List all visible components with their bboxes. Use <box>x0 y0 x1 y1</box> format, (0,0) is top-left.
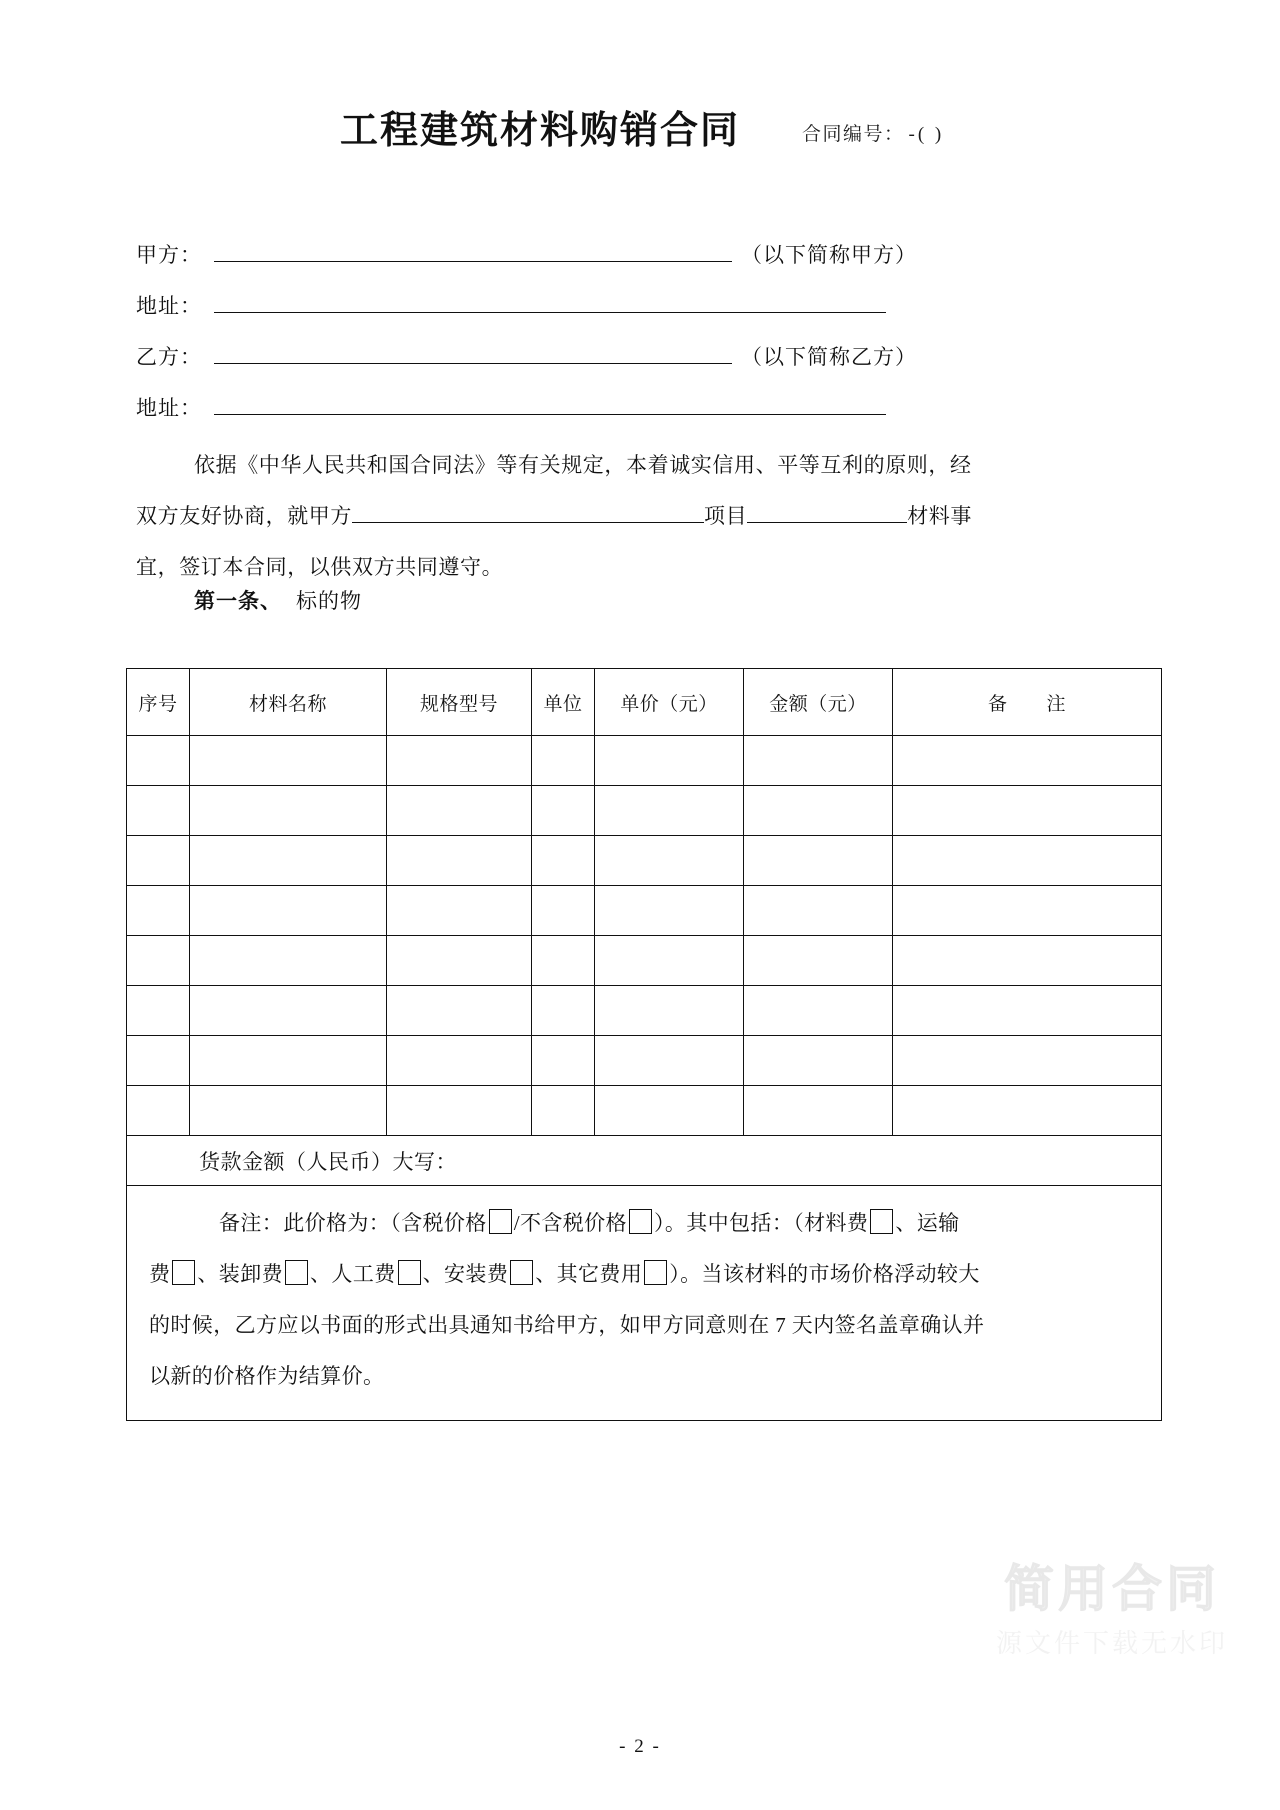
cell-spec[interactable] <box>387 736 532 786</box>
header-material: 材料名称 <box>190 669 387 736</box>
party-row-party-b <box>136 340 1146 391</box>
cell-seq[interactable] <box>127 1086 190 1136</box>
cell-seq[interactable] <box>127 986 190 1036</box>
material-name-input[interactable] <box>747 500 907 523</box>
header-seq: 序号 <box>127 669 190 736</box>
table-row[interactable] <box>127 1036 1162 1086</box>
price-notes-line-2 <box>149 1249 1139 1300</box>
cell-amount[interactable] <box>744 936 893 986</box>
party-b-suffix: （以下简称乙方） <box>741 345 917 370</box>
notes-mid1: /不含税价格 <box>513 1211 627 1235</box>
notes-line2-f: ）。当该材料的市场价格浮动较大 <box>669 1262 980 1286</box>
goods-table <box>126 668 1162 1421</box>
cell-spec[interactable] <box>387 836 532 886</box>
cell-spec[interactable] <box>387 1086 532 1136</box>
header-unitprice: 单价（元） <box>595 669 744 736</box>
cell-remark[interactable] <box>893 786 1162 836</box>
goods-table-body <box>127 736 1162 1421</box>
notes-line2-d: 、安装费 <box>422 1262 509 1286</box>
price-notes-line-1 <box>149 1198 1139 1249</box>
party-a-input[interactable] <box>214 238 732 262</box>
cell-amount[interactable] <box>744 836 893 886</box>
cell-amount[interactable] <box>744 886 893 936</box>
notes-line2-e: 、其它费用 <box>535 1262 643 1286</box>
watermark-sub-text: 源文件下载无水印 <box>995 1629 1228 1659</box>
cell-material[interactable] <box>190 1036 387 1086</box>
contract-number-value: -( ) <box>908 123 945 145</box>
preamble-line-3: 宜，签订本合同，以供双方共同遵守。 <box>136 555 504 579</box>
price-notes-row <box>127 1186 1162 1421</box>
cell-spec[interactable] <box>387 936 532 986</box>
notes-prefix: 备注：此价格为：（含税价格 <box>219 1211 487 1235</box>
cell-amount[interactable] <box>744 1086 893 1136</box>
cell-unitprice[interactable] <box>595 786 744 836</box>
total-amount-row[interactable] <box>127 1136 1162 1186</box>
party-a-label: 甲方： <box>136 243 202 268</box>
preamble-line-2-text-b: 项目 <box>704 504 748 528</box>
checkbox-transport-fee[interactable] <box>172 1260 195 1285</box>
cell-seq[interactable] <box>127 1036 190 1086</box>
cell-unit[interactable] <box>532 886 595 936</box>
cell-remark[interactable] <box>893 1036 1162 1086</box>
table-row[interactable] <box>127 736 1162 786</box>
price-notes-cell <box>127 1186 1162 1421</box>
cell-seq[interactable] <box>127 886 190 936</box>
notes-line2-c: 、人工费 <box>310 1262 396 1286</box>
cell-unitprice[interactable] <box>595 1086 744 1136</box>
cell-unitprice[interactable] <box>595 1036 744 1086</box>
party-row-address-a <box>136 289 1146 340</box>
preamble-line-2-text-c: 材料事 <box>907 504 973 528</box>
address-b-label: 地址： <box>136 396 202 421</box>
address-a-input[interactable] <box>214 289 886 313</box>
table-row[interactable] <box>127 1086 1162 1136</box>
watermark-main-text: 简用合同 <box>1003 1559 1220 1618</box>
cell-unitprice[interactable] <box>595 836 744 886</box>
party-row-party-a <box>136 238 1146 289</box>
cell-amount[interactable] <box>744 736 893 786</box>
page-title: 工程建筑材料购销合同 <box>340 107 741 152</box>
checkbox-other-fee[interactable] <box>644 1260 667 1285</box>
cell-unitprice[interactable] <box>595 936 744 986</box>
address-b-input[interactable] <box>214 391 886 415</box>
total-amount-label[interactable]: 货款金额（人民币）大写： <box>127 1136 1162 1186</box>
header-amount: 金额（元） <box>744 669 893 736</box>
goods-table-head <box>127 669 1162 736</box>
party-a-suffix: （以下简称甲方） <box>741 243 917 268</box>
cell-seq[interactable] <box>127 836 190 886</box>
project-name-input[interactable] <box>352 500 704 523</box>
cell-unit[interactable] <box>532 1086 595 1136</box>
cell-amount[interactable] <box>744 786 893 836</box>
table-row[interactable] <box>127 786 1162 836</box>
notes-line2-b: 、装卸费 <box>197 1262 284 1286</box>
checkbox-tax-excluded[interactable] <box>629 1209 652 1234</box>
cell-material[interactable] <box>190 936 387 986</box>
checkbox-tax-included[interactable] <box>489 1209 512 1234</box>
cell-seq[interactable] <box>127 736 190 786</box>
cell-material[interactable] <box>190 1086 387 1136</box>
cell-unit[interactable] <box>532 736 595 786</box>
cell-spec[interactable] <box>387 1036 532 1086</box>
cell-unit[interactable] <box>532 786 595 836</box>
cell-remark[interactable] <box>893 736 1162 786</box>
clause-1-number: 第一条、 <box>194 588 282 613</box>
cell-amount[interactable] <box>744 1036 893 1086</box>
header-unit: 单位 <box>532 669 595 736</box>
clause-1-title: 标的物 <box>296 589 362 613</box>
cell-unit[interactable] <box>532 986 595 1036</box>
checkbox-loading-fee[interactable] <box>285 1260 308 1285</box>
party-b-input[interactable] <box>214 340 732 364</box>
cell-spec[interactable] <box>387 786 532 836</box>
cell-material[interactable] <box>190 986 387 1036</box>
table-row[interactable] <box>127 886 1162 936</box>
cell-remark[interactable] <box>893 986 1162 1036</box>
preamble-line-1: 依据《中华人民共和国合同法》等有关规定，本着诚实信用、平等互利的原则，经 <box>194 453 972 477</box>
cell-material[interactable] <box>190 736 387 786</box>
cell-material[interactable] <box>190 886 387 936</box>
cell-material[interactable] <box>190 836 387 886</box>
checkbox-installation-fee[interactable] <box>510 1260 533 1285</box>
party-block <box>136 238 1146 442</box>
cell-spec[interactable] <box>387 986 532 1036</box>
preamble-paragraph <box>136 440 1148 593</box>
table-header-row <box>127 669 1162 736</box>
cell-remark[interactable] <box>893 936 1162 986</box>
watermark <box>995 1559 1228 1661</box>
cell-unitprice[interactable] <box>595 886 744 936</box>
party-b-label: 乙方： <box>136 345 202 370</box>
cell-unit[interactable] <box>532 936 595 986</box>
cell-unitprice[interactable] <box>595 736 744 786</box>
price-notes-line-4: 以新的价格作为结算价。 <box>149 1364 385 1388</box>
cell-remark[interactable] <box>893 886 1162 936</box>
contract-number <box>802 119 944 146</box>
cell-seq[interactable] <box>127 936 190 986</box>
preamble-line-2 <box>136 491 1148 542</box>
cell-amount[interactable] <box>744 986 893 1036</box>
cell-remark[interactable] <box>893 1086 1162 1136</box>
price-notes-line-3: 的时候，乙方应以书面的形式出具通知书给甲方，如甲方同意则在 7 天内签名盖章确认并 <box>149 1313 985 1337</box>
notes-mid3: 、运输 <box>895 1211 960 1235</box>
table-row[interactable] <box>127 986 1162 1036</box>
contract-number-label: 合同编号： <box>802 123 905 145</box>
address-a-label: 地址： <box>136 294 202 319</box>
page-number: - 2 - <box>619 1736 661 1757</box>
header-spec: 规格型号 <box>387 669 532 736</box>
clause-1-heading <box>194 585 362 615</box>
header-remark: 备 注 <box>893 669 1162 736</box>
cell-material[interactable] <box>190 786 387 836</box>
table-row[interactable] <box>127 936 1162 986</box>
notes-line2-a: 费 <box>149 1262 171 1286</box>
cell-remark[interactable] <box>893 836 1162 886</box>
cell-spec[interactable] <box>387 886 532 936</box>
preamble-line-2-text-a: 双方友好协商，就甲方 <box>136 504 352 528</box>
cell-unit[interactable] <box>532 1036 595 1086</box>
cell-unitprice[interactable] <box>595 986 744 1036</box>
cell-unit[interactable] <box>532 836 595 886</box>
party-row-address-b <box>136 391 1146 442</box>
title-row <box>0 108 1280 152</box>
notes-mid2: ）。其中包括：（材料费 <box>653 1211 869 1235</box>
checkbox-labor-fee[interactable] <box>398 1260 421 1285</box>
checkbox-material-fee[interactable] <box>870 1209 893 1234</box>
cell-seq[interactable] <box>127 786 190 836</box>
table-row[interactable] <box>127 836 1162 886</box>
